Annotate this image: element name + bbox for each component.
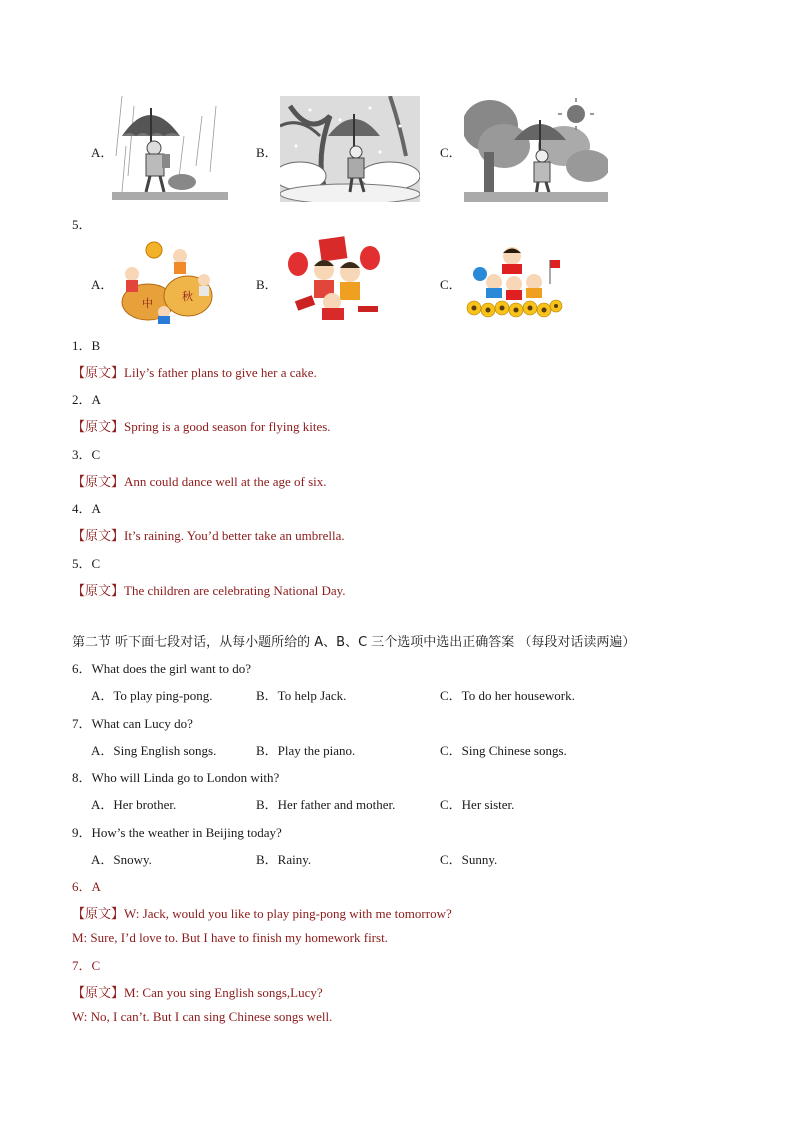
question-7-option-c: C．Sing Chinese songs. xyxy=(440,743,567,758)
transcript-tag: 【原文】 xyxy=(72,583,125,598)
answer-7-number: 7．C xyxy=(72,958,101,973)
transcript-tag: 【原文】 xyxy=(72,419,125,434)
question-7: 7．What can Lucy do? xyxy=(72,716,193,731)
question-8-option-c: C．Her sister. xyxy=(440,797,515,812)
question-9: 9．How’s the weather in Beijing today? xyxy=(72,825,282,840)
transcript-text: Lily’s father plans to give her a cake. xyxy=(124,365,317,380)
section-2-title: 第二节 听下面七段对话，从每小题所给的 A、B、C 三个选项中选出正确答案 （每段对话读两遍） xyxy=(72,635,636,650)
mooncake-char-2: 秋 xyxy=(182,290,193,303)
sun-umbrella-image xyxy=(464,96,608,202)
national-day-image xyxy=(466,244,564,318)
answer-2-transcript xyxy=(72,416,331,435)
q4-option-b-label: B． xyxy=(256,145,278,160)
question-7-option-a: A．Sing English songs. xyxy=(91,743,217,758)
question-9-option-a: A．Snowy. xyxy=(91,852,152,867)
transcript-tag: 【原文】 xyxy=(72,985,125,1000)
snow-umbrella-image xyxy=(280,96,420,202)
answer-7-transcript xyxy=(72,982,323,1001)
transcript-line: M: Can you sing English songs,Lucy? xyxy=(124,985,323,1000)
transcript-tag: 【原文】 xyxy=(72,528,125,543)
question-8-option-a: A．Her brother. xyxy=(91,797,177,812)
q4-option-a-label: A． xyxy=(91,145,114,160)
question-6-option-c: C．To do her housework. xyxy=(440,688,575,703)
transcript-tag: 【原文】 xyxy=(72,474,125,489)
spring-festival-image xyxy=(284,236,388,320)
question-9-option-b: B．Rainy. xyxy=(256,852,312,867)
question-8-option-b: B．Her father and mother. xyxy=(256,797,396,812)
question-6-option-a: A．To play ping-pong. xyxy=(91,688,213,703)
question-7-option-b: B．Play the piano. xyxy=(256,743,356,758)
transcript-line: W: Jack, would you like to play ping-pong with me tomorrow? xyxy=(124,906,452,921)
transcript-tag: 【原文】 xyxy=(72,365,125,380)
transcript-text: It’s raining. You’d better take an umbrella. xyxy=(124,528,345,543)
answer-1-transcript xyxy=(72,362,317,381)
mooncake-char-1: 中 xyxy=(142,297,153,310)
question-6: 6．What does the girl want to do? xyxy=(72,661,252,676)
answer-2-number: 2．A xyxy=(72,392,101,407)
q5-option-a-label: A． xyxy=(91,277,114,292)
mid-autumn-festival-image xyxy=(114,240,216,324)
answer-3-number: 3．C xyxy=(72,447,101,462)
q5-option-b-label: B． xyxy=(256,277,278,292)
transcript-text: Ann could dance well at the age of six. xyxy=(124,474,327,489)
question-9-option-c: C．Sunny. xyxy=(440,852,498,867)
answer-5-number: 5．C xyxy=(72,556,101,571)
answer-6-number: 6．A xyxy=(72,879,101,894)
q5-number: 5． xyxy=(72,217,92,232)
answer-4-transcript xyxy=(72,525,345,544)
answer-1-number: 1．B xyxy=(72,338,101,353)
transcript-text: Spring is a good season for flying kites. xyxy=(124,419,331,434)
question-8: 8．Who will Linda go to London with? xyxy=(72,770,280,785)
answer-4-number: 4．A xyxy=(72,501,101,516)
answer-6-transcript xyxy=(72,903,452,922)
q5-option-c-label: C． xyxy=(440,277,462,292)
rain-umbrella-image xyxy=(112,96,228,200)
transcript-tag: 【原文】 xyxy=(72,906,125,921)
answer-6-transcript-line-2: M: Sure, I’d love to. But I have to finish my homework first. xyxy=(72,930,388,945)
answer-7-transcript-line-2: W: No, I can’t. But I can sing Chinese songs well. xyxy=(72,1009,333,1024)
answer-5-transcript xyxy=(72,580,346,599)
answer-3-transcript xyxy=(72,471,327,490)
q4-option-c-label: C． xyxy=(440,145,462,160)
question-6-option-b: B．To help Jack. xyxy=(256,688,347,703)
transcript-text: The children are celebrating National Day. xyxy=(124,583,346,598)
